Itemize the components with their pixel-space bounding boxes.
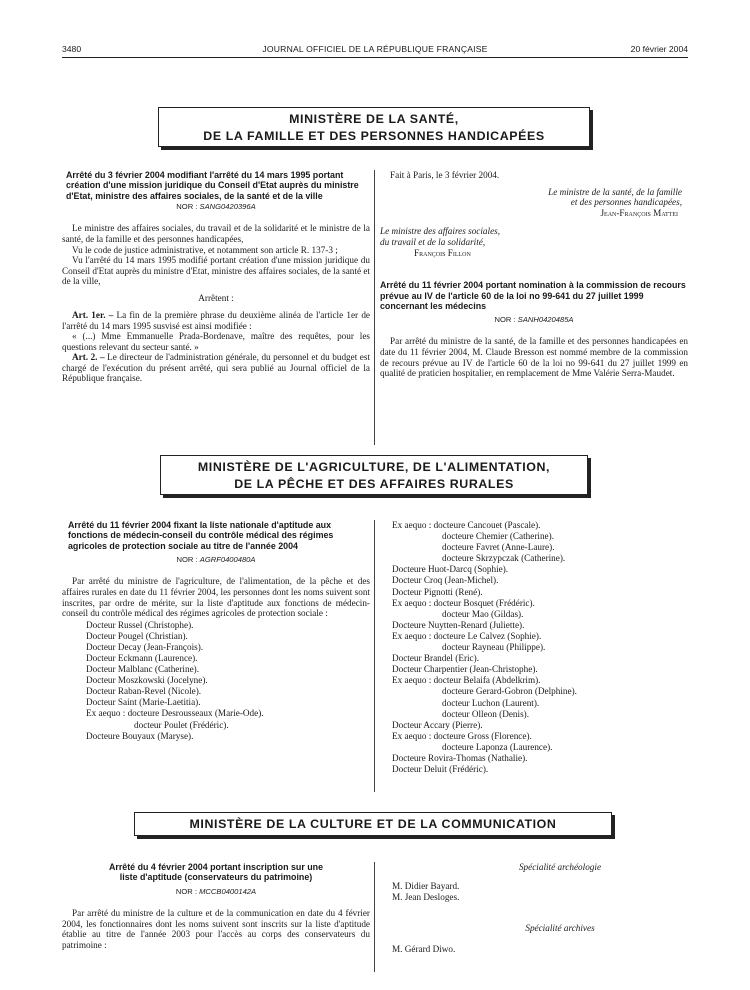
list-item: docteure Favret (Anne-Laure). <box>442 542 555 553</box>
arrete-1-visa-1: Vu le code de justice administrative, et notamment son article R. 137-3 ; <box>72 244 338 255</box>
speciality-archives-heading: Spécialité archives <box>525 923 595 934</box>
list-item: Docteur Croq (Jean-Michel). <box>392 575 499 586</box>
list-item: Ex aequo : docteur Belaifa (Abdelkrim). <box>392 675 541 686</box>
signature-1-name: Jean-François Mattei <box>600 207 678 218</box>
list-item: docteur Olleon (Denis). <box>442 708 529 719</box>
ministry-agriculture-line1: MINISTÈRE DE L'AGRICULTURE, DE L'ALIMENTATION, <box>197 460 551 474</box>
list-item: docteur Poulet (Frédéric). <box>134 719 229 730</box>
list-item: docteure Skrzypczak (Catherine). <box>442 553 566 564</box>
article-2-text: Le directeur de l'administration générale, du personnel et du budget est chargé de l'exécution du présent arrêté, qui sera publié au Journal officiel de la République française. <box>62 352 371 384</box>
list-item: Ex aequo : docteure Gross (Florence). <box>392 730 532 741</box>
arrete-4-title: Arrêté du 4 février 2004 portant inscription sur une liste d'aptitude (conservateurs du patrimoine) <box>108 862 324 883</box>
arrete-1-fait: Fait à Paris, le 3 février 2004. <box>390 170 500 180</box>
arrete-1-arretent: Arrêtent : <box>198 292 234 303</box>
nor-code: SANG0420396A <box>199 202 256 212</box>
arrete-1-article-2 <box>62 352 370 384</box>
arrete-2-title: Arrêté du 11 février 2004 portant nomination à la commission de recours prévue au IV de l'article 60 de la loi no 99-641 du 27 juillet 1999 concernant les médecins <box>380 280 686 311</box>
signature-2 <box>380 226 688 258</box>
list-item: Docteure Rovira-Thomas (Nathalie). <box>392 752 528 763</box>
list-item: Ex aequo : docteure Cancouet (Pascale). <box>392 520 541 530</box>
column-separator <box>374 862 375 972</box>
list-item: docteur Luchon (Laurent). <box>442 697 540 708</box>
arrete-4-nor <box>62 887 370 896</box>
nor-code: MCCB0400142A <box>199 886 257 896</box>
signature-1-role-line2: et des personnes handicapées, <box>570 197 682 208</box>
ministry-agriculture-line2: DE LA PÊCHE ET DES AFFAIRES RURALES <box>234 477 514 491</box>
arrete-1-article-1 <box>62 310 370 331</box>
nor-label: NOR : <box>494 315 516 325</box>
signature-1 <box>380 187 688 219</box>
signature-1-role-line1: Le ministre de la santé, de la famille <box>548 186 682 197</box>
article-1-label: Art. 1er. – <box>72 309 114 320</box>
arrete-3-title: Arrêté du 11 février 2004 fixant la liste nationale d'aptitude aux fonctions de médecin-conseil du contrôle médical des régimes agricoles de protection sociale au titre de l'année 2004 <box>68 520 334 551</box>
list-item: docteure Chemier (Catherine). <box>442 531 554 542</box>
list-item: Docteur Saint (Marie-Laetitia). <box>86 697 201 708</box>
list-item: Ex aequo : docteur Bosquet (Frédéric). <box>392 597 535 608</box>
ministry-sante-line1: MINISTÈRE DE LA SANTÉ, <box>289 112 459 126</box>
list-item: Docteure Huot-Darcq (Sophie). <box>392 564 509 575</box>
nor-code: SANH0420485A <box>517 315 574 325</box>
arrete-1-preamble: Le ministre des affaires sociales, du travail et de la solidarité et le ministre de la santé, de la famille et des personnes handicapées, <box>62 223 370 244</box>
running-header <box>62 44 688 58</box>
sante-left-column <box>62 170 370 384</box>
signature-2-role-line2: du travail et de la solidarité, <box>380 236 486 247</box>
arrete-1-visa-2: Vu l'arrêté du 14 mars 1995 modifié portant création d'une mission juridique du Conseil d'Etat auprès du ministre d'Etat, ministre des affaires sociales, de la santé et de la ville, <box>62 255 370 287</box>
column-separator <box>374 170 375 445</box>
page-number: 3480 <box>62 44 82 54</box>
arrete-2-text: Par arrêté du ministre de la santé, de la famille et des personnes handicapées en date du 11 février 2004, M. Claude Bresson est nommé membre de la commission de recours prévue au IV de l'article 60 de la loi no 99-641 du 27 juillet 1999 en qualité de praticien hospitalier, en remplacement de Mme Valérie Serra-Maudet. <box>380 336 688 379</box>
list-item: docteur Mao (Gildas). <box>442 608 524 619</box>
ministry-sante-box <box>158 107 590 147</box>
arrete-3-text: Par arrêté du ministre de l'agriculture, de l'alimentation, de la pêche et des affaires rurales en date du 11 février 2004, les personnes dont les noms suivent sont inscrites, par ordre de mérite, sur la liste d'aptitude aux fonctions de médecin-conseil du contrôle médical des régimes agricoles de protection sociale : <box>62 576 370 619</box>
sante-right-column <box>380 170 688 379</box>
ministry-culture-line1: MINISTÈRE DE LA CULTURE ET DE LA COMMUNICATION <box>189 817 557 831</box>
list-item: docteure Gerard-Gobron (Delphine). <box>442 686 577 697</box>
signature-2-name: François Fillon <box>414 247 471 258</box>
ministry-culture-box <box>134 812 612 836</box>
list-item: Docteure Nuytten-Renard (Juliette). <box>392 619 525 630</box>
list-item: Docteure Bouyaux (Maryse). <box>86 730 194 741</box>
arrete-2-nor <box>380 315 688 324</box>
speciality-archaeology-heading: Spécialité archéologie <box>518 862 602 872</box>
list-item: Docteur Raban-Revel (Nicole). <box>86 686 202 697</box>
issue-date: 20 février 2004 <box>630 44 688 54</box>
aptitude-list-left <box>62 620 370 742</box>
arrete-3-nor <box>62 555 370 564</box>
list-item: Docteur Decay (Jean-François). <box>86 641 204 652</box>
list-item: Docteur Eckmann (Laurence). <box>86 652 198 663</box>
arrete-1-nor <box>62 202 370 211</box>
list-item: Docteur Charpentier (Jean-Christophe). <box>392 664 538 675</box>
list-item: Docteur Deluit (Frédéric). <box>392 764 489 775</box>
list-item: M. Jean Desloges. <box>392 892 460 903</box>
agriculture-left-column <box>62 520 370 742</box>
list-item: Ex aequo : docteure Desrousseaux (Marie-Ode). <box>86 708 264 719</box>
list-item: docteur Rayneau (Philippe). <box>442 642 546 653</box>
list-item: Docteur Pougel (Christian). <box>86 630 188 641</box>
journal-title: JOURNAL OFFICIEL DE LA RÉPUBLIQUE FRANÇAISE <box>262 44 488 54</box>
list-item: M. Gérard Diwo. <box>392 944 456 955</box>
arrete-1-title: Arrêté du 3 février 2004 modifiant l'arrêté du 14 mars 1995 portant création d'une mission juridique du Conseil d'Etat auprès du ministre d'Etat, ministre des affaires sociales, de la santé et de la ville <box>66 170 359 201</box>
culture-left-column <box>62 862 370 950</box>
list-item: Docteur Brandel (Eric). <box>392 653 479 664</box>
agriculture-right-column <box>392 520 688 775</box>
article-1-text: La fin de la première phrase du deuxième alinéa de l'article 1er de l'arrêté du 14 mars 1995 susvisé est ainsi modifiée : <box>62 309 370 331</box>
culture-right-column <box>392 862 688 955</box>
list-item: Ex aequo : docteure Le Calvez (Sophie). <box>392 630 542 641</box>
list-item: Docteur Moszkowski (Jocelyne). <box>86 675 208 686</box>
list-item: Docteur Accary (Pierre). <box>392 719 483 730</box>
nor-label: NOR : <box>176 202 198 212</box>
list-item: docteure Laponza (Laurence). <box>442 741 553 752</box>
ministry-agriculture-box <box>160 455 588 495</box>
arrete-1-article-1-quote: « (...) Mme Emmanuelle Prada-Bordenave, maître des requêtes, pour les questions relevant du secteur santé. » <box>62 331 370 352</box>
list-item: M. Didier Bayard. <box>392 881 460 892</box>
nor-code: AGRF0400480A <box>199 555 256 565</box>
ministry-sante-line2: DE LA FAMILLE ET DES PERSONNES HANDICAPÉES <box>203 129 545 143</box>
article-2-label: Art. 2. – <box>72 352 105 363</box>
column-separator <box>374 520 375 792</box>
nor-label: NOR : <box>175 886 197 896</box>
nor-label: NOR : <box>176 555 198 565</box>
signature-2-role-line1: Le ministre des affaires sociales, <box>380 226 501 237</box>
list-item: Docteur Russel (Christophe). <box>86 619 194 630</box>
list-item: Docteur Pignotti (René). <box>392 586 483 597</box>
list-item: Docteur Malblanc (Catherine). <box>86 664 200 675</box>
arrete-4-text: Par arrêté du ministre de la culture et de la communication en date du 4 février 2004, les fonctionnaires dont les noms suivent sont inscrits sur la liste d'aptitude établie au titre de l'année 2003 pour l'accès au corps des conservateurs du patrimoine : <box>62 907 370 950</box>
